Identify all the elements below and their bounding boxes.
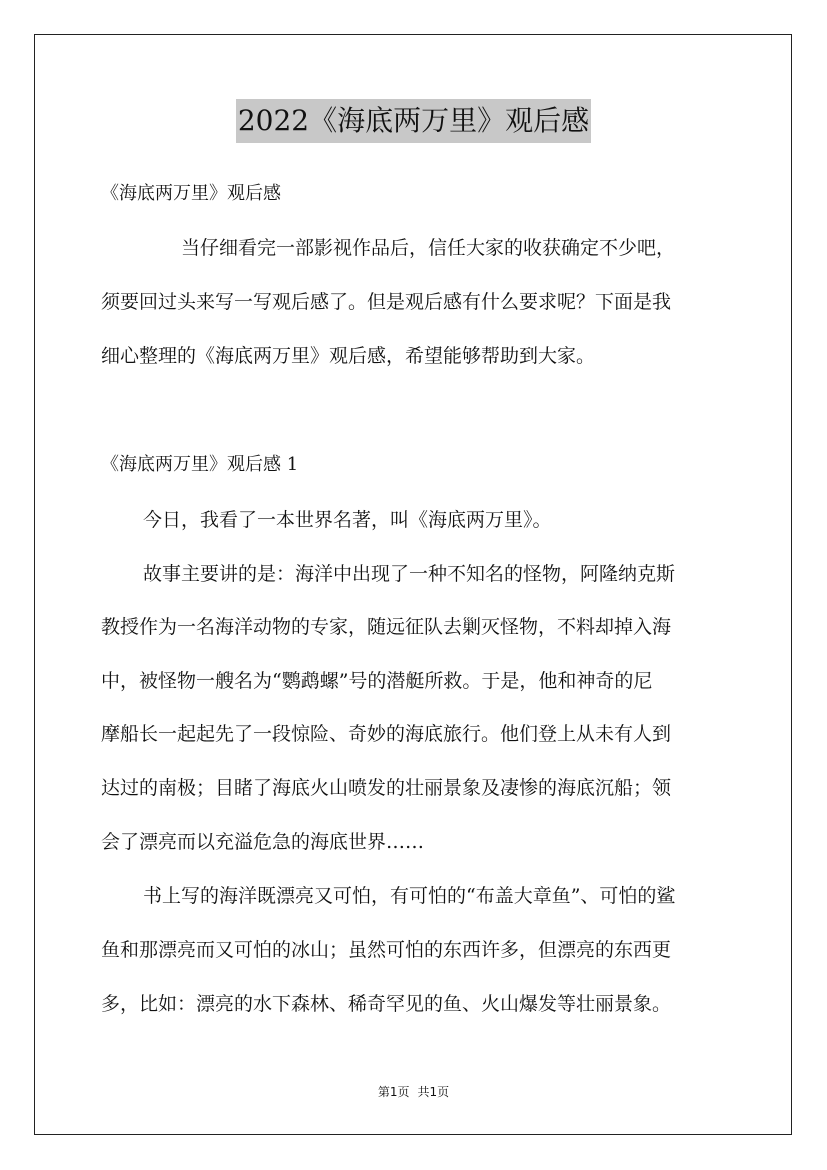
- body-line: 书上写的海洋既漂亮又可怕，有可怕的“布盖大章鱼”、可怕的鲨: [143, 885, 676, 907]
- document-title: 2022《海底两万里》观后感: [236, 99, 591, 143]
- intro-line: 须要回过头来写一写观后感了。但是观后感有什么要求呢？下面是我: [101, 291, 672, 313]
- page-number: 第1页: [377, 1085, 410, 1099]
- section-heading: 《海底两万里》观后感 1: [101, 454, 299, 475]
- body-line: 多，比如：漂亮的水下森林、稀奇罕见的鱼、火山爆发等壮丽景象。: [101, 993, 672, 1015]
- body-line: 故事主要讲的是：海洋中出现了一种不知名的怪物，阿隆纳克斯: [143, 563, 676, 585]
- body-line: 教授作为一名海洋动物的专家，随远征队去剿灭怪物，不料却掉入海: [101, 616, 672, 638]
- page-total: 共1页: [417, 1085, 450, 1099]
- body-line: 中，被怪物一艘名为“鹦鹉螺”号的潜艇所救。于是，他和神奇的尼: [101, 670, 653, 692]
- title-container: [0, 99, 827, 143]
- body-line: 摩船长一起起先了一段惊险、奇妙的海底旅行。他们登上从未有人到: [101, 723, 672, 745]
- body-line: 达过的南极；目睹了海底火山喷发的壮丽景象及凄惨的海底沉船；领: [101, 777, 672, 799]
- section-heading: 《海底两万里》观后感: [101, 183, 281, 204]
- page-footer: [0, 1083, 827, 1100]
- body-line: 鱼和那漂亮而又可怕的冰山；虽然可怕的东西许多，但漂亮的东西更: [101, 939, 672, 961]
- intro-line: 细心整理的《海底两万里》观后感，希望能够帮助到大家。: [101, 345, 596, 367]
- body-line: 今日，我看了一本世界名著，叫《海底两万里》。: [143, 509, 552, 531]
- body-line: 会了漂亮而以充溢危急的海底世界……: [101, 831, 425, 853]
- intro-line: 当仔细看完一部影视作品后，信任大家的收获确定不少吧，: [181, 237, 676, 259]
